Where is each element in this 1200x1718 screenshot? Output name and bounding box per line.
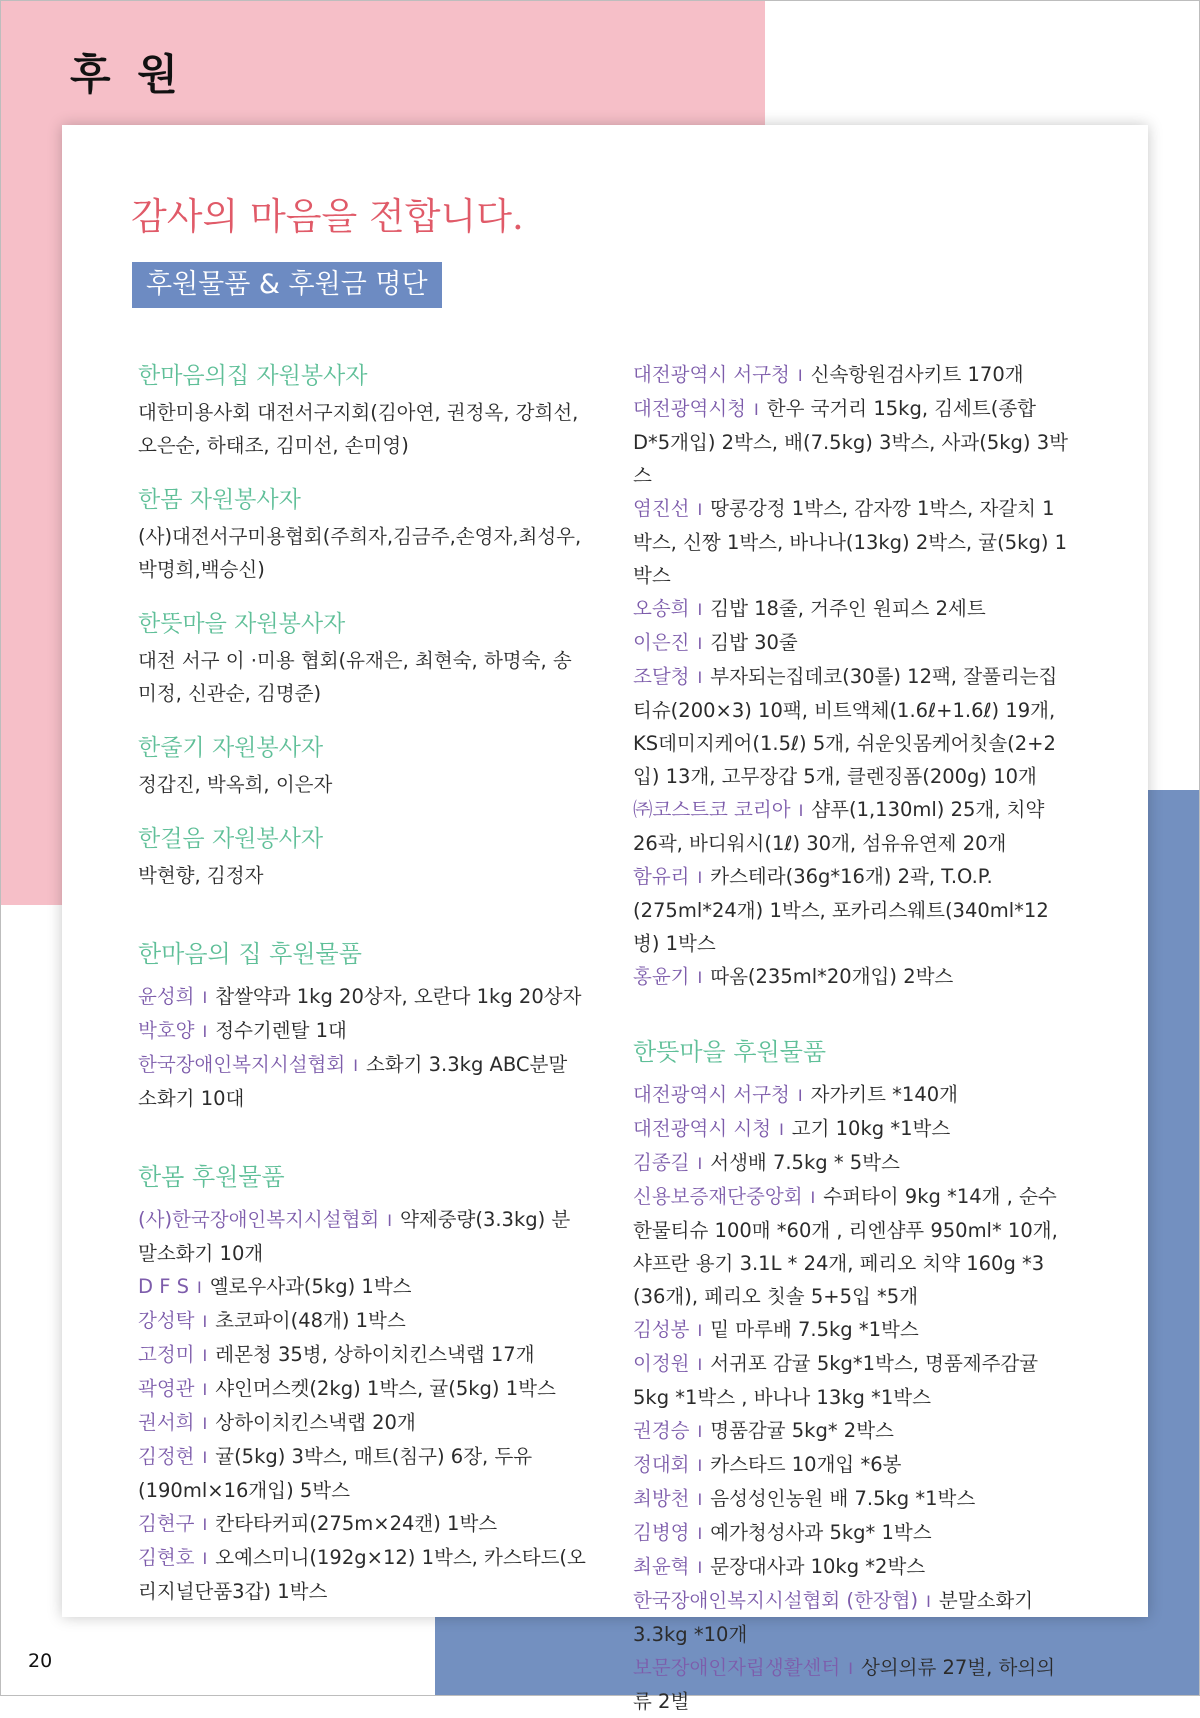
volunteer-group bbox=[138, 606, 586, 710]
donor-name: 김현호 bbox=[138, 1546, 195, 1569]
separator-mark: I bbox=[202, 1022, 208, 1041]
donor-entry bbox=[633, 358, 1073, 392]
group-body: 대전 서구 이 ·미용 협회(유재은, 최현숙, 하명숙, 송미정, 신관순, 김명준) bbox=[138, 649, 572, 705]
donor-name: 정대회 bbox=[633, 1453, 690, 1476]
donor-entry bbox=[633, 392, 1073, 492]
donor-name: 권경승 bbox=[633, 1419, 690, 1442]
separator-mark: I bbox=[202, 1515, 208, 1534]
separator-mark: I bbox=[697, 1456, 703, 1475]
donor-name: ㈜코스트코 코리아 bbox=[633, 798, 791, 821]
hanmom-donation-section bbox=[138, 1159, 586, 1608]
separator-mark: I bbox=[202, 1312, 208, 1331]
donor-entry bbox=[633, 1550, 1073, 1584]
group-body: 박현향, 김정자 bbox=[138, 864, 264, 887]
donor-name: 보문장애인자립생활센터 bbox=[633, 1656, 841, 1679]
separator-mark: I bbox=[697, 634, 703, 653]
headline: 감사의 마음을 전합니다. bbox=[131, 195, 524, 238]
page-number: 20 bbox=[28, 1650, 53, 1672]
donor-entry bbox=[633, 860, 1073, 960]
separator-mark: I bbox=[779, 1120, 784, 1139]
donor-name: 최방천 bbox=[633, 1487, 690, 1510]
donor-entry bbox=[633, 1414, 1073, 1448]
donated-items: 정수기렌탈 1대 bbox=[215, 1019, 347, 1042]
group-body: (사)대전서구미용협회(주희자,김금주,손영자,최성우,박명희,백승신) bbox=[138, 525, 582, 581]
donated-items: 한우 국거리 15kg, 김세트(종합D*5개입) 2박스, 배(7.5kg) 3박스, 사과(5kg) 3박스 bbox=[633, 397, 1068, 487]
donor-name: 이정원 bbox=[633, 1352, 690, 1375]
donated-items: 땅콩강정 1박스, 감자깡 1박스, 자갈치 1박스, 신짱 1박스, 바나나(13kg) 2박스, 귤(5kg) 1박스 bbox=[633, 497, 1068, 587]
donor-entry bbox=[138, 1270, 586, 1304]
donor-entry bbox=[633, 960, 1073, 994]
donor-entry bbox=[138, 1406, 586, 1440]
donated-items: 상하이치킨스낵랩 20개 bbox=[215, 1411, 416, 1434]
donor-name: 권서희 bbox=[138, 1411, 195, 1434]
donor-entry bbox=[138, 1304, 586, 1338]
donor-name: 윤성희 bbox=[138, 985, 195, 1008]
left-column bbox=[138, 358, 586, 1608]
donor-name: 오송희 bbox=[633, 597, 690, 620]
separator-mark: I bbox=[202, 1448, 208, 1467]
donor-entry bbox=[633, 793, 1073, 860]
donor-entry bbox=[633, 1584, 1073, 1651]
volunteer-group bbox=[138, 821, 586, 892]
donor-name: 대전광역시 서구청 bbox=[633, 1083, 790, 1106]
group-title: 한걸음 자원봉사자 bbox=[138, 826, 324, 852]
donated-items: 부자되는집데코(30롤) 12팩, 잘풀리는집티슈(200×3) 10팩, 비트액체(1.6ℓ+1.6ℓ) 19개, KS데미지케어(1.5ℓ) 5개, 쉬운잇몸케어칫솔(2+2입) 13개, 고무장갑 5개, 클렌징폼(200g) 10개 bbox=[633, 665, 1058, 788]
donated-items: 귤(5kg) 3박스, 매트(침구) 6장, 두유(190ml×16개입) 5박스 bbox=[138, 1445, 533, 1502]
donated-items: 카스테라(36g*16개) 2곽, T.O.P.(275ml*24개) 1박스, 포카리스웨트(340ml*12병) 1박스 bbox=[633, 865, 1049, 955]
donation-list bbox=[138, 1203, 586, 1608]
donated-items: 문장대사과 10kg *2박스 bbox=[710, 1555, 926, 1578]
donor-entry bbox=[633, 1651, 1073, 1718]
donation-list-continued bbox=[633, 358, 1073, 994]
separator-mark: I bbox=[697, 868, 703, 887]
separator-mark: I bbox=[697, 500, 703, 519]
donor-entry bbox=[138, 1541, 586, 1608]
donor-name: 대전광역시 시청 bbox=[633, 1117, 772, 1140]
separator-mark: I bbox=[697, 600, 703, 619]
separator-mark: I bbox=[798, 801, 804, 820]
group-title: 한뜻마을 자원봉사자 bbox=[138, 611, 346, 637]
donor-name: 고정미 bbox=[138, 1343, 195, 1366]
donor-entry bbox=[633, 1112, 1073, 1146]
donor-name: 함유리 bbox=[633, 865, 690, 888]
donated-items: 샴푸(1,130ml) 25개, 치약 26곽, 바디워시(1ℓ) 30개, 섬유유연제 20개 bbox=[633, 798, 1045, 855]
donor-name: D F S bbox=[138, 1275, 190, 1298]
donation-section-title: 한뜻마을 후원물품 bbox=[633, 1038, 827, 1066]
separator-mark: I bbox=[697, 1490, 703, 1509]
donor-name: 홍윤기 bbox=[633, 965, 690, 988]
volunteer-group bbox=[138, 358, 586, 462]
separator-mark: I bbox=[697, 1321, 703, 1340]
separator-mark: I bbox=[697, 1355, 703, 1374]
hanmaeum-donation-section bbox=[138, 936, 586, 1115]
donor-entry bbox=[633, 660, 1073, 793]
donor-entry bbox=[138, 1507, 586, 1541]
donor-name: 대전광역시 서구청 bbox=[633, 363, 790, 386]
group-body: 대한미용사회 대전서구지회(김아연, 권정옥, 강희선, 오은순, 하태조, 김미선, 손미영) bbox=[138, 401, 579, 457]
separator-mark: I bbox=[202, 988, 208, 1007]
donated-items: 수퍼타이 9kg *14개 , 순수한물티슈 100매 *60개 , 리엔샴푸 950ml* 10개, 샤프란 용기 3.1L * 24개, 페리오 치약 160g *3 (36개), 페리오 칫솔 5+5입 *5개 bbox=[633, 1185, 1058, 1308]
donated-items: 찹쌀약과 1kg 20상자, 오란다 1kg 20상자 bbox=[215, 985, 582, 1008]
donated-items: 김밥 30줄 bbox=[710, 631, 798, 654]
donated-items: 서귀포 감귤 5kg*1박스, 명품제주감귤5kg *1박스 , 바나나 13kg *1박스 bbox=[633, 1352, 1039, 1409]
donor-name: 김병영 bbox=[633, 1521, 690, 1544]
donor-entry bbox=[633, 592, 1073, 626]
separator-mark: I bbox=[697, 1422, 703, 1441]
donor-entry bbox=[633, 626, 1073, 660]
donor-name: 한국장애인복지시설협회 (한장협) bbox=[633, 1589, 919, 1612]
donated-items: 신속항원검사키트 170개 bbox=[810, 363, 1024, 386]
group-body: 정갑진, 박옥희, 이은자 bbox=[138, 773, 333, 796]
donor-name: 신용보증재단중앙회 bbox=[633, 1185, 803, 1208]
separator-mark: I bbox=[353, 1056, 358, 1075]
section-title: 후 원 bbox=[70, 50, 184, 99]
donor-name: 김종길 bbox=[633, 1151, 690, 1174]
donor-entry bbox=[138, 1372, 586, 1406]
donor-entry bbox=[138, 1338, 586, 1372]
donated-items: 샤인머스켓(2kg) 1박스, 귤(5kg) 1박스 bbox=[215, 1377, 556, 1400]
separator-mark: I bbox=[387, 1211, 392, 1230]
donor-entry bbox=[633, 1448, 1073, 1482]
separator-mark: I bbox=[926, 1592, 931, 1611]
separator-mark: I bbox=[197, 1278, 202, 1297]
donor-entry bbox=[138, 1203, 586, 1270]
donation-section-title: 한마음의 집 후원물품 bbox=[138, 940, 362, 968]
donor-entry bbox=[138, 1048, 586, 1115]
donated-items: 옐로우사과(5kg) 1박스 bbox=[209, 1275, 412, 1298]
donor-name: 대전광역시청 bbox=[633, 397, 747, 420]
donor-name: 조달청 bbox=[633, 665, 690, 688]
donor-entry bbox=[138, 1014, 586, 1048]
donor-entry bbox=[633, 1516, 1073, 1550]
separator-mark: I bbox=[202, 1414, 208, 1433]
donor-name: 곽영관 bbox=[138, 1377, 195, 1400]
donor-name: 김정현 bbox=[138, 1445, 195, 1468]
donated-items: 오예스미니(192g×12) 1박스, 카스타드(오리지널단품3갑) 1박스 bbox=[138, 1546, 586, 1603]
list-banner: 후원물품 & 후원금 명단 bbox=[132, 262, 442, 308]
separator-mark: I bbox=[202, 1380, 208, 1399]
donor-name: 강성탁 bbox=[138, 1309, 195, 1332]
group-title: 한몸 자원봉사자 bbox=[138, 487, 301, 513]
donation-section-title: 한몸 후원물품 bbox=[138, 1163, 285, 1191]
donor-entry bbox=[633, 1313, 1073, 1347]
separator-mark: I bbox=[202, 1346, 208, 1365]
donated-items: 분말소화기 3.3kg *10개 bbox=[633, 1589, 1034, 1646]
donated-items: 카스타드 10개입 *6봉 bbox=[710, 1453, 902, 1476]
donated-items: 김밥 18줄, 거주인 원피스 2세트 bbox=[710, 597, 986, 620]
donor-name: 최윤혁 bbox=[633, 1555, 690, 1578]
donor-entry bbox=[633, 1180, 1073, 1313]
donor-name: 김성봉 bbox=[633, 1318, 690, 1341]
donated-items: 레몬청 35병, 상하이치킨스낵랩 17개 bbox=[215, 1343, 535, 1366]
donor-entry bbox=[633, 1146, 1073, 1180]
donated-items: 초코파이(48개) 1박스 bbox=[215, 1309, 406, 1332]
donor-entry bbox=[138, 1440, 586, 1507]
separator-mark: I bbox=[697, 1154, 703, 1173]
separator-mark: I bbox=[697, 968, 703, 987]
donor-name: 박호양 bbox=[138, 1019, 195, 1042]
donor-entry bbox=[633, 1347, 1073, 1414]
right-column bbox=[633, 358, 1073, 1718]
donated-items: 고기 10kg *1박스 bbox=[791, 1117, 951, 1140]
donated-items: 소화기 3.3kg ABC분말소화기 10대 bbox=[138, 1053, 568, 1110]
donor-name: 이은진 bbox=[633, 631, 690, 654]
donor-name: 한국장애인복지시설협회 bbox=[138, 1053, 346, 1076]
handdeut-donation-section bbox=[633, 1034, 1073, 1718]
separator-mark: I bbox=[848, 1659, 853, 1678]
volunteer-group bbox=[138, 482, 586, 586]
donor-entry bbox=[633, 492, 1073, 592]
donated-items: 칸타타커피(275m×24캔) 1박스 bbox=[215, 1512, 498, 1535]
donor-entry bbox=[138, 980, 586, 1014]
volunteer-group bbox=[138, 730, 586, 801]
donated-items: 예가청성사과 5kg* 1박스 bbox=[710, 1521, 932, 1544]
separator-mark: I bbox=[797, 366, 803, 385]
separator-mark: I bbox=[697, 1558, 703, 1577]
separator-mark: I bbox=[810, 1188, 816, 1207]
donor-name: 김현구 bbox=[138, 1512, 195, 1535]
group-title: 한줄기 자원봉사자 bbox=[138, 735, 324, 761]
donor-entry bbox=[633, 1482, 1073, 1516]
separator-mark: I bbox=[797, 1086, 803, 1105]
separator-mark: I bbox=[202, 1549, 208, 1568]
donated-items: 상의의류 27벌, 하의의류 2벌 bbox=[633, 1656, 1056, 1713]
donated-items: 자가키트 *140개 bbox=[810, 1083, 958, 1106]
separator-mark: I bbox=[697, 668, 703, 687]
separator-mark: I bbox=[697, 1524, 703, 1543]
donor-name: (사)한국장애인복지시설협회 bbox=[138, 1208, 380, 1231]
donation-list bbox=[633, 1078, 1073, 1718]
donation-list bbox=[138, 980, 586, 1115]
donated-items: 명품감귤 5kg* 2박스 bbox=[710, 1419, 894, 1442]
separator-mark: I bbox=[754, 400, 759, 419]
donated-items: 서생배 7.5kg * 5박스 bbox=[710, 1151, 900, 1174]
donor-name: 염진선 bbox=[633, 497, 690, 520]
donated-items: 약제중량(3.3kg) 분말소화기 10개 bbox=[138, 1208, 571, 1265]
donated-items: 밑 마루배 7.5kg *1박스 bbox=[710, 1318, 919, 1341]
donated-items: 따옴(235ml*20개입) 2박스 bbox=[710, 965, 954, 988]
group-title: 한마음의집 자원봉사자 bbox=[138, 363, 368, 389]
donated-items: 음성성인농원 배 7.5kg *1박스 bbox=[710, 1487, 976, 1510]
donor-entry bbox=[633, 1078, 1073, 1112]
